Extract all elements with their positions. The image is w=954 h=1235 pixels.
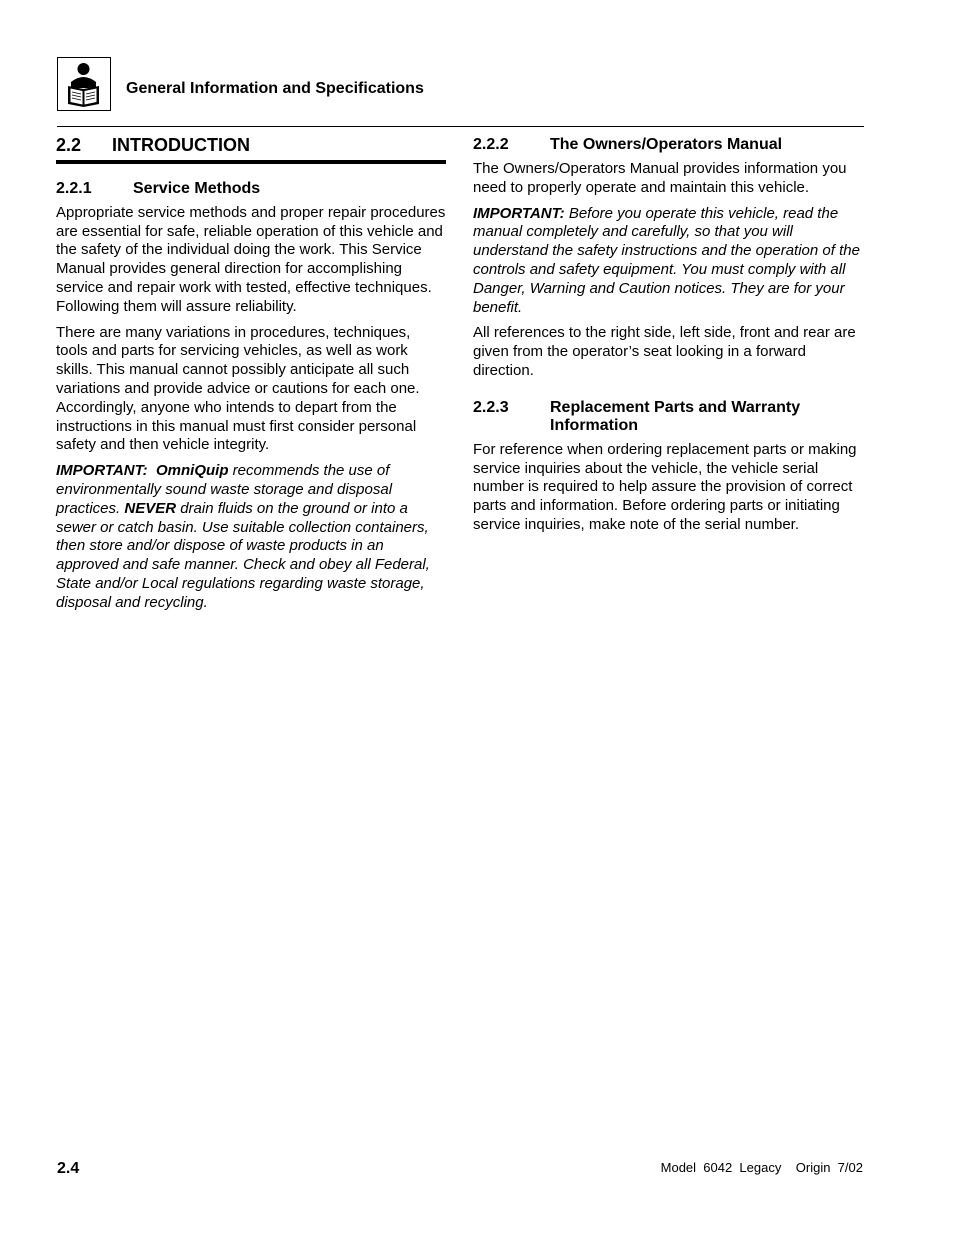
subsection-heading-owners-manual [473, 136, 864, 154]
subsection-title: Replacement Parts and Warranty Information [550, 398, 801, 434]
paragraph: There are many variations in procedures, techniques, tools and parts for servicing vehicles, as well as work skills. This manual cannot possibly anticipate all such variations and provide advice or cautions for each one. Accordingly, anyone who intends to depart from the instructions in this manual must first consider personal safety and then vehicle integrity. [56, 323, 420, 454]
section-number: 2.2 [56, 135, 82, 155]
subsection-number: 2.2.3 [473, 398, 509, 416]
subsection-title: The Owners/Operators Manual [550, 136, 783, 153]
paragraph: All references to the right side, left side, front and rear are given from the operator’s seat looking in a forward direction. [473, 324, 856, 379]
section-title: INTRODUCTION [112, 135, 250, 155]
right-column [473, 134, 864, 542]
brand-name: OmniQuip [156, 462, 229, 480]
important-notice [56, 462, 446, 612]
person-reading-manual-icon [58, 58, 109, 109]
paragraph: Appropriate service methods and proper repair procedures are essential for safe, reliable operation of this vehicle and the safety of the individual doing the work. This Service Manual provides general direction for accomplishing service and repair work with tested, effective techniques. Following them will assure reliability. [56, 203, 446, 315]
important-text: drain fluids on the ground or into a sewer or catch basin. Use suitable collection containers, then store and/or dispose of waste products in an approved and safe manner. Check and obey all Federal, State and/or Local regulations regarding waste storage, disposal and recycling. [56, 499, 430, 611]
running-header-title: General Information and Specifications [126, 80, 424, 97]
subsection-number: 2.2.1 [56, 179, 92, 197]
section-heading [56, 134, 446, 164]
paragraph: For reference when ordering replacement parts or making service inquiries about the vehicle, the vehicle serial number is required to help assure the provision of correct parts and information. Before ordering parts or initiating service inquiries, make note of the serial number. [473, 440, 857, 533]
important-notice [473, 205, 864, 318]
important-label: IMPORTANT: [56, 462, 148, 480]
important-label: IMPORTANT: [473, 204, 565, 222]
paragraph: The Owners/Operators Manual provides information you need to properly operate and maintain this vehicle. [473, 160, 847, 196]
never-emphasis: NEVER [124, 499, 177, 517]
subsection-heading-replacement-parts [473, 399, 864, 435]
manual-logo [57, 57, 111, 111]
page-number: 2.4 [57, 1160, 80, 1177]
footer-model-info: Model 6042 Legacy Origin 7/02 [660, 1160, 863, 1175]
subsection-title: Service Methods [133, 179, 261, 197]
important-text: Before you operate this vehicle, read the manual completely and carefully, so that you will understand the safety instructions and the operation of the controls and safety equipment. You must comply with all Danger, Warning and Caution notices. They are for your benefit. [473, 204, 860, 316]
subsection-heading-service-methods [56, 180, 446, 198]
left-column [56, 134, 446, 620]
important-text: recommends the use of environmentally sound waste storage and disposal practices. [56, 462, 393, 517]
subsection-number: 2.2.2 [473, 136, 509, 153]
header-divider [57, 126, 864, 127]
